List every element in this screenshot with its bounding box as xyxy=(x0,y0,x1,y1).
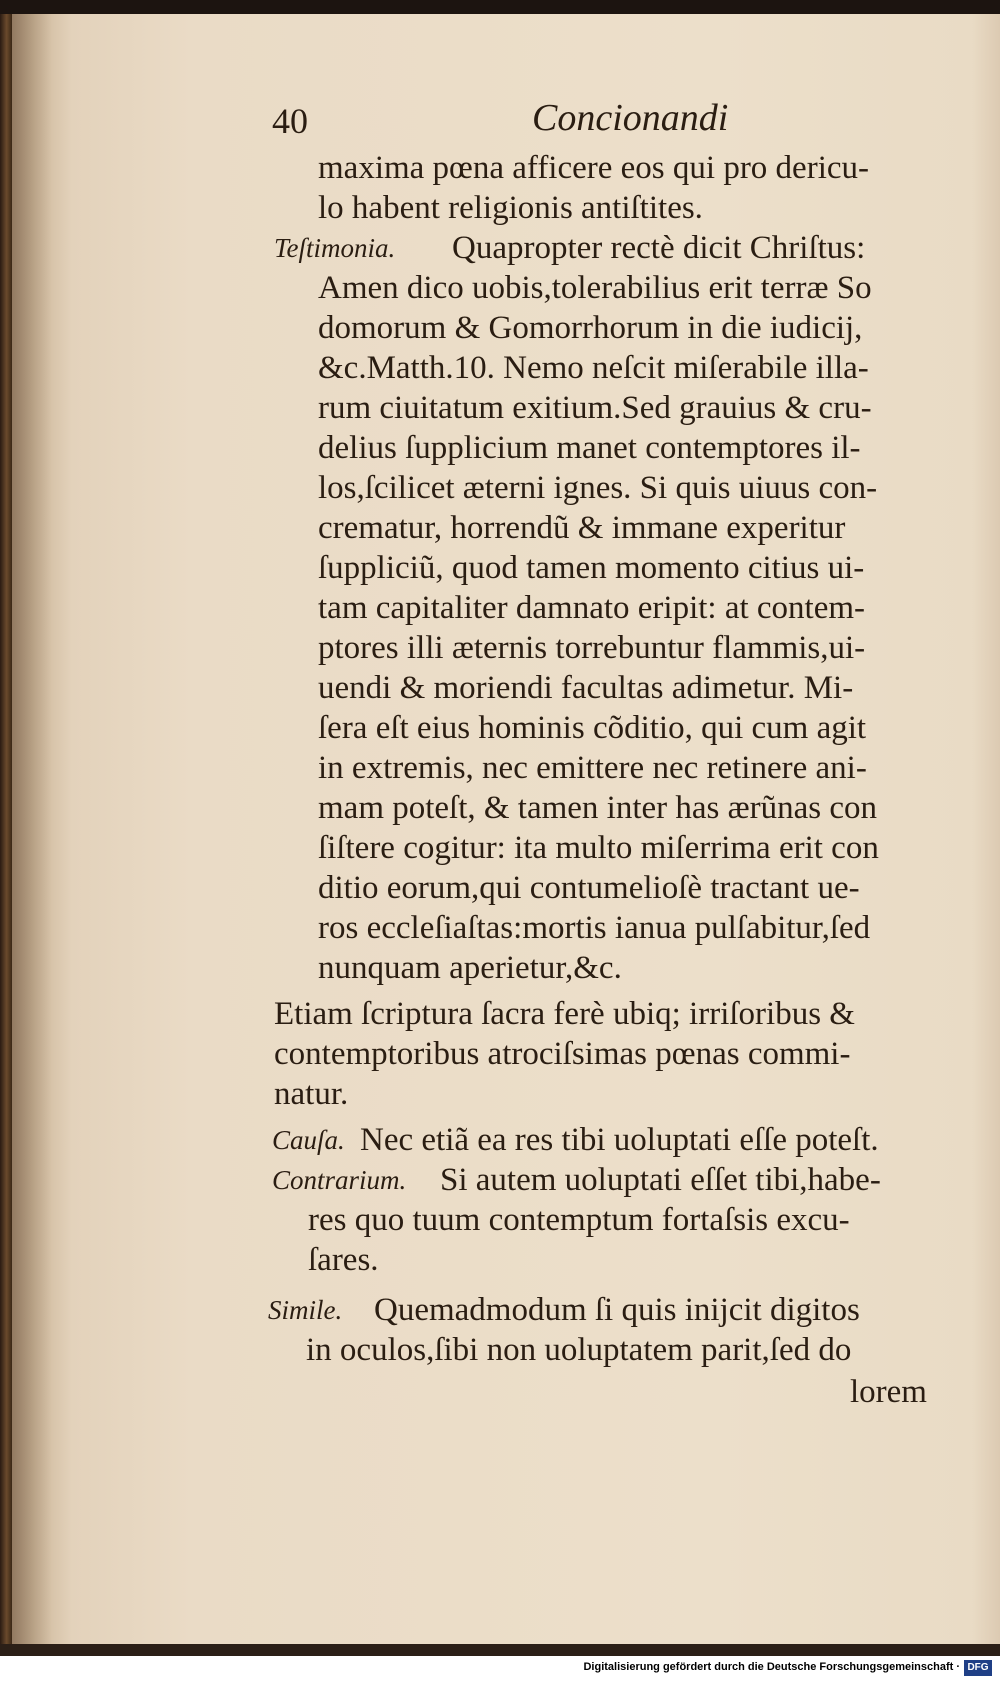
text-line: tam capitaliter damnato eripit: at contem- xyxy=(318,590,866,626)
text-line: rum ciuitatum exitium.Sed grauius & cru- xyxy=(318,390,872,426)
scan-bottom-border xyxy=(0,1644,1000,1656)
text-line: ſuppliciũ, quod tamen momento citius ui- xyxy=(318,550,865,586)
gutter-shadow xyxy=(12,14,52,1644)
text-line: ſera eſt eius hominis cõditio, qui cum agit xyxy=(318,710,867,746)
page-header xyxy=(0,97,1000,144)
text-line: contemptoribus atrociſsimas pœnas commi- xyxy=(274,1036,851,1072)
text-line: uendi & moriendi facultas adimetur. Mi- xyxy=(318,670,854,706)
text-line: maxima pœna afficere eos qui pro dericu- xyxy=(318,150,869,186)
funding-credit: Digitalisierung gefördert durch die Deutsche Forschungsgemeinschaft · xyxy=(583,1661,960,1673)
book-edge xyxy=(0,14,12,1644)
text-line: res quo tuum contemptum fortaſsis excu- xyxy=(308,1202,850,1238)
text-line: Quemadmodum ſi quis inijcit digitos xyxy=(374,1292,860,1328)
page-number: 40 xyxy=(272,101,308,141)
margin-note-contrarium: Contrarium. xyxy=(272,1165,407,1195)
text-line: &c.Matth.10. Nemo neſcit miſerabile illa- xyxy=(318,350,869,386)
text-line: lo habent religionis antiſtites. xyxy=(318,190,703,226)
text-line: los,ſcilicet æterni ignes. Si quis uiuus con- xyxy=(318,470,878,506)
text-line: natur. xyxy=(274,1076,349,1112)
dfg-logo: DFG xyxy=(964,1660,992,1676)
text-line: Etiam ſcriptura ſacra ferè ubiq; irriſoribus & xyxy=(274,996,855,1032)
text-line: in extremis, nec emittere nec retinere ani- xyxy=(318,750,867,786)
margin-note-simile: Simile. xyxy=(268,1295,343,1325)
scan-top-border xyxy=(0,0,1000,14)
text-line: delius ſupplicium manet contemptores il- xyxy=(318,430,861,466)
text-line: Nec etiã ea res tibi uoluptati eſſe poteſt. xyxy=(360,1122,879,1158)
text-line: ros eccleſiaſtas:mortis ianua pulſabitur,ſed xyxy=(318,910,871,946)
text-line: ſares. xyxy=(308,1242,379,1278)
text-line: ptores illi æternis torrebuntur flammis,ui- xyxy=(318,630,866,666)
margin-note-causa: Cauſa. xyxy=(272,1125,345,1155)
text-line: Si autem uoluptati eſſet tibi,habe- xyxy=(440,1162,881,1198)
text-line: mam poteſt, & tamen inter has ærũnas con xyxy=(318,790,878,826)
text-line: Quapropter rectè dicit Chriſtus: xyxy=(452,230,866,266)
catchword: lorem xyxy=(850,1374,927,1410)
running-head: Concionandi xyxy=(532,97,729,139)
digitization-footer xyxy=(0,1656,1000,1681)
text-line: Amen dico uobis,tolerabilius erit terræ So xyxy=(318,270,872,306)
text-line: ſiſtere cogitur: ita multo miſerrima erit con xyxy=(318,830,879,866)
margin-note-testimonia: Teſtimonia. xyxy=(274,233,396,263)
text-line: domorum & Gomorrhorum in die iudicij, xyxy=(318,310,863,346)
text-line: in oculos,ſibi non uoluptatem parit,ſed do xyxy=(306,1332,852,1368)
text-line: ditio eorum,qui contumelioſè tractant ue- xyxy=(318,870,860,906)
text-line: crematur, horrendũ & immane experitur xyxy=(318,510,846,546)
text-line: nunquam aperietur,&c. xyxy=(318,950,622,986)
